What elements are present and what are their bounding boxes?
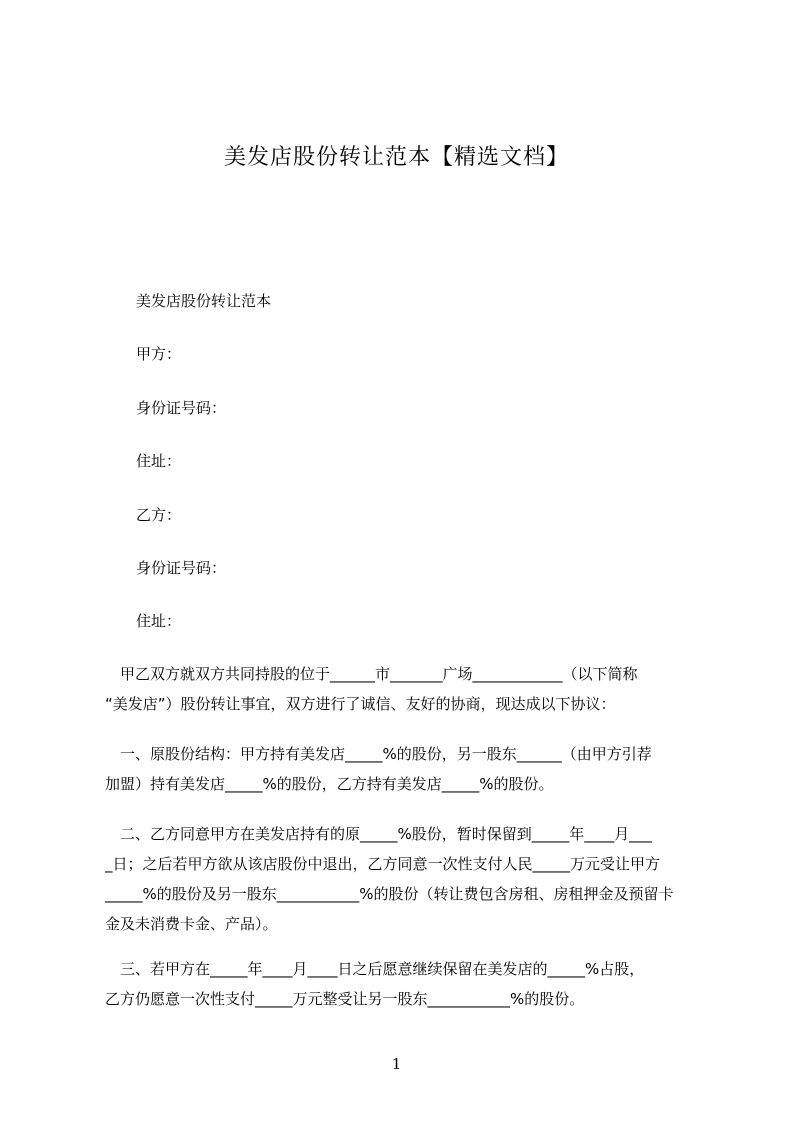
- clause-line: _日；之后若甲方欲从该店股份中退出，乙方同意一次性支付人民_____万元受让甲方: [105, 855, 661, 873]
- clause-line: 一、原股份结构：甲方持有美发店_____%的股份，另一股东______（由甲方引荐: [105, 745, 652, 763]
- intro-line: “美发店”）股份转让事宜，双方进行了诚信、友好的协商，现达成以下协议：: [105, 695, 616, 713]
- clause-line: 加盟）持有美发店_____%的股份，乙方持有美发店_____%的股份。: [105, 775, 554, 793]
- clause-line: 三、若甲方在_____年____月____日之后愿意继续保留在美发店的_____%占股，: [105, 960, 645, 978]
- intro-paragraph: [105, 659, 700, 719]
- party-b-id-label: 身份证号码：: [136, 559, 227, 577]
- document-title: 美发店股份转让范本【精选文档】: [223, 145, 569, 170]
- party-a-label: 甲方：: [136, 345, 182, 363]
- clause-line: 二、乙方同意甲方在美发店持有的原_____%股份，暂时保留到_____年____月___: [105, 825, 652, 843]
- clause-line: 乙方仍愿意一次性支付_____万元整受让另一股东___________%的股份。: [105, 990, 585, 1008]
- clause-2-paragraph: [105, 819, 700, 939]
- party-b-label: 乙方：: [136, 506, 182, 524]
- party-a-address-label: 住址：: [136, 452, 182, 470]
- party-b-address-label: 住址：: [136, 612, 182, 630]
- document-subtitle: 美发店股份转让范本: [136, 292, 272, 310]
- clause-line: 金及未消费卡金、产品）。: [105, 915, 278, 933]
- clause-1-paragraph: [105, 739, 700, 799]
- party-a-id-label: 身份证号码：: [136, 399, 227, 417]
- clause-3-paragraph: [105, 954, 700, 1014]
- page-number: 1: [391, 1055, 402, 1073]
- clause-line: _____%的股份及另一股东___________%的股份（转让费包含房租、房租押金及预留卡: [105, 885, 674, 903]
- intro-line: 甲乙双方就双方共同持股的位于______市_______广场____________（以下简称: [105, 665, 638, 683]
